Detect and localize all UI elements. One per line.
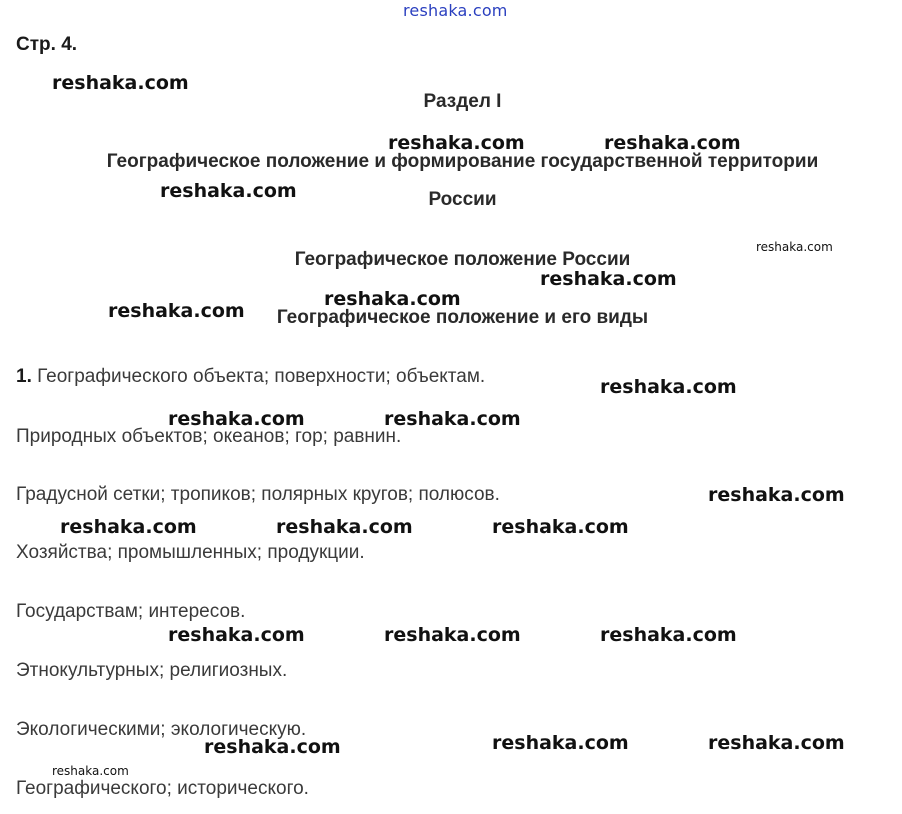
watermark: reshaka.com [108, 300, 245, 322]
answer-line: Природных объектов; океанов; гор; равнин. [16, 426, 402, 447]
watermark: reshaka.com [384, 624, 521, 646]
answer-line: Государствам; интересов. [16, 601, 246, 622]
watermark: reshaka.com [708, 484, 845, 506]
watermark: reshaka.com [388, 132, 525, 154]
watermark: reshaka.com [604, 132, 741, 154]
watermark: reshaka.com [492, 516, 629, 538]
watermark: reshaka.com [600, 376, 737, 398]
answer-line: Географического; исторического. [16, 778, 309, 799]
answer-line: Экологическими; экологическую. [16, 719, 307, 740]
subtopic-title: Географическое положение и его виды [276, 307, 649, 328]
watermark: reshaka.com [600, 624, 737, 646]
site-link[interactable]: reshaka.com [403, 1, 508, 20]
watermark: reshaka.com [756, 240, 833, 254]
watermark: reshaka.com [204, 736, 341, 758]
watermark: reshaka.com [52, 72, 189, 94]
watermark: reshaka.com [324, 288, 461, 310]
watermark: reshaka.com [160, 180, 297, 202]
answer-line: Этнокультурных; религиозных. [16, 660, 288, 681]
page-label: Стр. 4. [16, 34, 78, 55]
chapter-title-line2: России [428, 189, 497, 210]
watermark: reshaka.com [276, 516, 413, 538]
watermark: reshaka.com [168, 408, 305, 430]
watermark: reshaka.com [708, 732, 845, 754]
section-title: Раздел I [423, 91, 502, 112]
answer-line: Градусной сетки; тропиков; полярных кругов; полюсов. [16, 484, 500, 505]
watermark: reshaka.com [60, 516, 197, 538]
answer-text: Географического объекта; поверхности; объектам. [37, 366, 486, 387]
topic-title: Географическое положение России [294, 249, 631, 270]
answer-line: Хозяйства; промышленных; продукции. [16, 542, 365, 563]
watermark: reshaka.com [52, 764, 129, 778]
chapter-title-line1: Географическое положение и формирование государственной территории [106, 151, 819, 172]
watermark: reshaka.com [492, 732, 629, 754]
watermark: reshaka.com [168, 624, 305, 646]
watermark: reshaka.com [384, 408, 521, 430]
watermark: reshaka.com [540, 268, 677, 290]
answer-number: 1. [16, 366, 32, 387]
answer-line [16, 366, 485, 388]
